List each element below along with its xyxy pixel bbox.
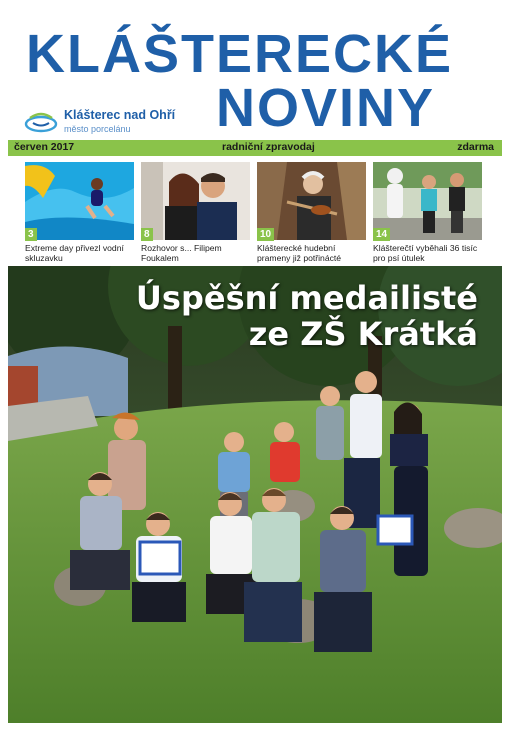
issue-month: červen 2017	[14, 141, 75, 153]
headline-line-2: ze ZŠ Krátká	[248, 315, 478, 353]
teaser-page-number: 10	[257, 228, 274, 241]
publication-type: radniční zpravodaj	[222, 141, 315, 153]
cover-photo	[8, 266, 502, 723]
teaser-interview[interactable]	[141, 162, 250, 266]
teaser-page-number: 3	[25, 228, 37, 241]
masthead	[8, 6, 502, 140]
price-label: zdarma	[457, 141, 494, 153]
teaser-caption: Klášterecké hudební prameny již potřinácté	[257, 243, 342, 263]
teaser-charity-run[interactable]	[373, 162, 482, 266]
porcelain-cup-icon	[24, 108, 58, 134]
teaser-page-number: 14	[373, 228, 390, 241]
info-bar	[8, 140, 502, 156]
teaser-page-number: 8	[141, 228, 153, 241]
teaser-caption: Rozhovor s... Filipem Foukalem	[141, 243, 222, 263]
title-line-2: NOVINY	[216, 78, 436, 138]
teaser-caption: Klášterečtí vyběhali 36 tisíc pro psí útulek	[373, 243, 478, 263]
headline-line-1: Úspěšní medailisté	[135, 279, 478, 317]
town-name: Klášterec nad Ohří	[64, 108, 176, 122]
teaser-extreme-day[interactable]	[25, 162, 134, 266]
town-slogan: město porcelánu	[64, 124, 131, 134]
teaser-music-festival[interactable]	[257, 162, 366, 266]
teaser-photo-waterslide	[25, 162, 134, 240]
teaser-caption: Extreme day přivezl vodní skluzavku	[25, 243, 124, 263]
cover-headline	[8, 280, 478, 352]
newspaper-cover	[8, 6, 502, 723]
town-logo	[24, 106, 194, 140]
title-line-1: KLÁŠTERECKÉ	[26, 24, 454, 84]
teaser-photo-couple	[141, 162, 250, 240]
teaser-strip	[8, 156, 502, 268]
